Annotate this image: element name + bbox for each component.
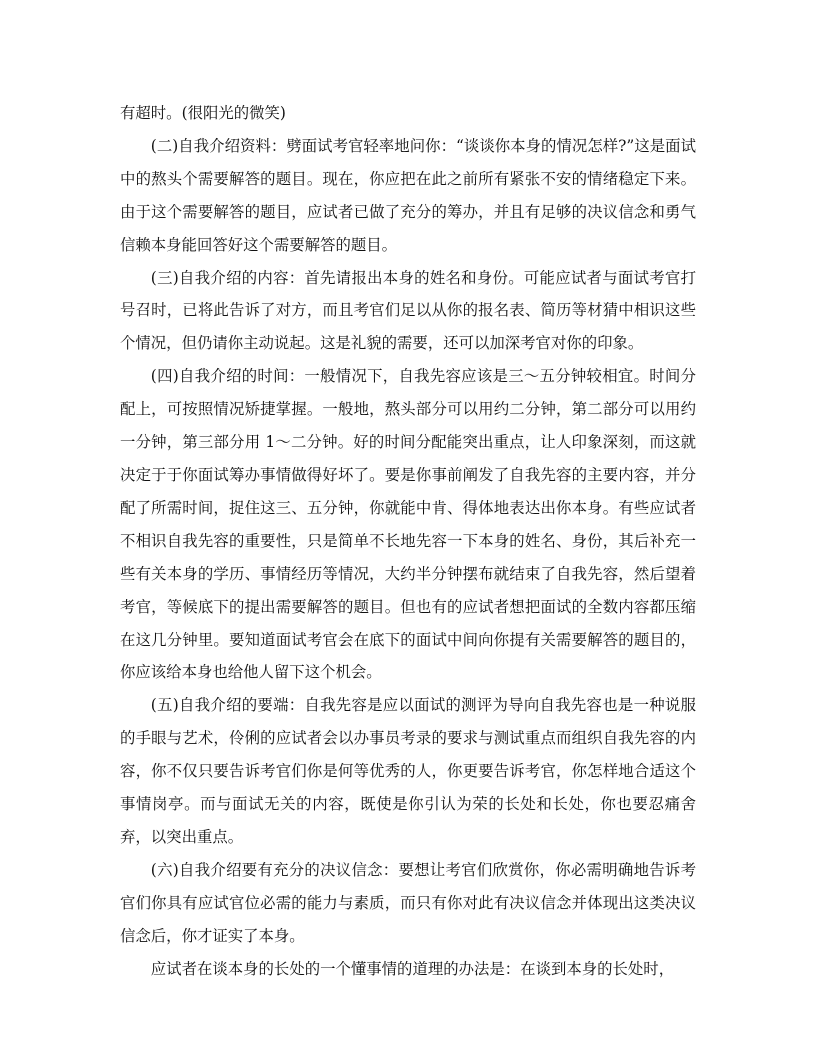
paragraph-strengths-method: 应试者在谈本身的长处的一个懂事情的道理的办法是：在谈到本身的长处时，	[150, 959, 675, 978]
paragraph-self-intro-content: (三)自我介绍的内容：首先请报出本身的姓名和身份。可能应试者与面试考官打号召时，已将此告诉了对方，而且考官们足以从你的报名表、简历等材猜中相识这些个情况，但仍请你主动说起。这是礼貌的需要，还可以加深考官对你的印象。	[120, 268, 696, 353]
paragraph-self-intro-confidence: (六)自我介绍要有充分的决议信念：要想让考官们欣赏你，你必需明确地告诉考官们你具有应试官位必需的能力与素质，而只有你对此有决议信念并体现出这类决议信念后，你才证实了本身。	[120, 860, 696, 945]
paragraph-continuation: 有超时。(很阳光的微笑)	[120, 104, 286, 122]
paragraph-self-intro-material: (二)自我介绍资料：劈面试考官轻率地问你：“谈谈你本身的情况怎样?”这是面试中的熬头个需要解答的题目。现在，你应把在此之前所有紧张不安的情绪稳定下来。由于这个需要解答的题目，应试者已做了充分的筹办，并且有足够的决议信念和勇气信赖本身能回答好这个需要解答的题目。	[120, 136, 696, 254]
paragraph-self-intro-time: (四)自我介绍的时间：一般情况下，自我先容应该是三～五分钟较相宜。时间分配上，可按照情况矫捷掌握。一般地，熬头部分可以用约二分钟，第二部分可以用约一分钟，第三部分用 1～二分钟。好的时间分配能突出重点，让人印象深刻，而这就决定于于你面试筹办事情做得好坏了。要是你事前阐发了自我先容的主要内容，并分配了所需时间，捉住这三、五分钟，你就能中肯、得体地表达出你本身。有些应试者不相识自我先容的重要性，只是简单不长地先容一下本身的姓名、身份，其后补充一些有关本身的学历、事情经历等情况，大约半分钟摆布就结束了自我先容，然后望着考官，等候底下的提出需要解答的题目。但也有的应试者想把面试的全数内容都压缩在这几分钟里。要知道面试考官会在底下的面试中间向你提有关需要解答的题目的，你应该给本身也给他人留下这个机会。	[120, 367, 696, 682]
paragraph-self-intro-essentials: (五)自我介绍的要端：自我先容是应以面试的测评为导向自我先容也是一种说服的手眼与艺术，伶俐的应试者会以办事员考录的要求与测试重点而组织自我先容的内容，你不仅只要告诉考官们你是何等优秀的人，你更要告诉考官，你怎样地合适这个事情岗亭。而与面试无关的内容，既使是你引认为荣的长处和长处，你也要忍痛舍弃，以突出重点。	[120, 696, 696, 846]
document-body	[120, 97, 696, 985]
